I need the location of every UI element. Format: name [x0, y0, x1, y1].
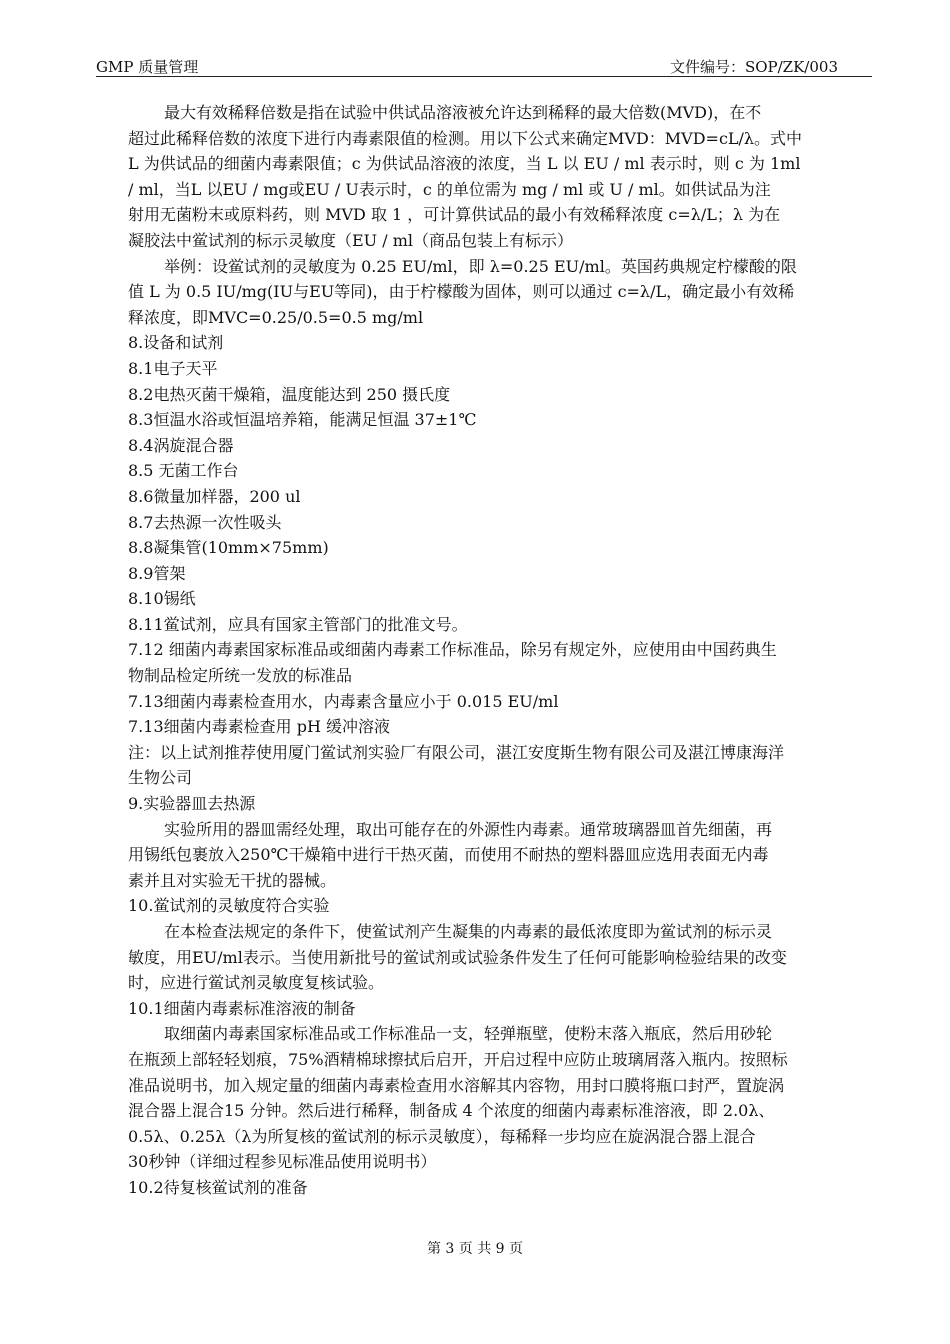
text-line: 混合器上混合15 分钟。然后进行稀释，制备成 4 个浓度的细菌内毒素标准溶液，即 2.0λ、 [128, 1101, 775, 1121]
text-line: 8.5 无菌工作台 [128, 461, 239, 481]
text-line: 7.13细菌内毒素检查用水，内毒素含量应小于 0.015 EU/ml [128, 691, 559, 711]
document-body [128, 100, 904, 1201]
text-line: 生物公司 [128, 768, 193, 788]
text-line: 8.6微量加样器，200 ul [128, 486, 301, 506]
text-line: 8.2电热灭菌干燥箱，温度能达到 250 摄氏度 [128, 384, 451, 404]
text-line: L 为供试品的细菌内毒素限值；c 为供试品溶液的浓度，当 L 以 EU / ml 表示时，则 c 为 1ml [128, 154, 801, 174]
text-line: 最大有效稀释倍数是指在试验中供试品溶液被允许达到稀释的最大倍数(MVD)，在不 [164, 103, 762, 122]
text-line: 超过此稀释倍数的浓度下进行内毒素限值的检测。用以下公式来确定MVD：MVD=cL/λ。式中 [128, 128, 803, 148]
text-line: 10.1细菌内毒素标准溶液的制备 [128, 998, 356, 1018]
text-line: 注：以上试剂推荐使用厦门鲎试剂实验厂有限公司，湛江安度斯生物有限公司及湛江博康海洋 [128, 742, 785, 762]
text-line: 7.12 细菌内毒素国家标准品或细菌内毒素工作标准品，除另有规定外，应使用由中国药典生 [128, 640, 777, 660]
text-line: 敏度，用EU/ml表示。当使用新批号的鲎试剂或试验条件发生了任何可能影响检验结果的改变 [128, 947, 787, 967]
text-line: 取细菌内毒素国家标准品或工作标准品一支，轻弹瓶壁，使粉末落入瓶底，然后用砂轮 [164, 1024, 773, 1044]
text-line: 8.设备和试剂 [128, 333, 224, 353]
text-line: 释浓度，即MVC=0.25/0.5=0.5 mg/ml [128, 307, 424, 327]
text-line: 0.5λ、0.25λ（λ为所复核的鲎试剂的标示灵敏度），每稀释一步均应在旋涡混合器上混合 [128, 1126, 756, 1146]
text-line: 准品说明书，加入规定量的细菌内毒素检查用水溶解其内容物，用封口膜将瓶口封严，置旋涡 [128, 1075, 785, 1095]
text-line: 9.实验器皿去热源 [128, 794, 256, 814]
text-line: 8.3恒温水浴或恒温培养箱，能满足恒温 37±1℃ [128, 410, 477, 430]
text-line: 8.7去热源一次性吸头 [128, 512, 282, 532]
text-line: / ml，当L 以EU / mg或EU / U表示时，c 的单位需为 mg / ml 或 U / ml。如供试品为注 [128, 179, 771, 199]
text-line: 值 L 为 0.5 IU/mg(IU与EU等同)，由于柠檬酸为固体，则可以通过 c=λ/L，确定最小有效稀 [128, 282, 795, 302]
text-line: 7.13细菌内毒素检查用 pH 缓冲溶液 [128, 717, 390, 737]
text-line: 8.10锡纸 [128, 589, 196, 609]
page-number: 第 3 页 共 9 页 [426, 1241, 524, 1257]
text-line: 10.鲎试剂的灵敏度符合实验 [128, 896, 330, 916]
text-line: 8.1电子天平 [128, 358, 218, 378]
text-line: 时，应进行鲎试剂灵敏度复核试验。 [128, 973, 385, 993]
text-line: 凝胶法中鲎试剂的标示灵敏度（EU / ml（商品包装上有标示） [128, 230, 574, 250]
document-number: 文件编号：SOP/ZK/003 [669, 58, 838, 76]
text-line: 举例：设鲎试剂的灵敏度为 0.25 EU/ml，即 λ=0.25 EU/ml。英国药典规定柠檬酸的限 [164, 256, 797, 276]
page-header [96, 54, 872, 77]
text-line: 8.4涡旋混合器 [128, 435, 234, 455]
text-line: 8.8凝集管(10mm×75mm) [128, 538, 329, 558]
text-line: 用锡纸包裹放入250℃干燥箱中进行干热灭菌，而使用不耐热的塑料器皿应选用表面无内毒 [128, 845, 769, 865]
text-line: 8.11鲎试剂，应具有国家主管部门的批准文号。 [128, 614, 468, 634]
text-line: 物制品检定所统一发放的标准品 [128, 666, 353, 686]
text-line: 射用无菌粉末或原料药，则 MVD 取 1 ，可计算供试品的最小有效稀释浓度 c=λ/L；λ 为在 [128, 205, 781, 225]
text-line: 30秒钟（详细过程参见标准品使用说明书） [128, 1152, 437, 1172]
text-line: 在本检查法规定的条件下，使鲎试剂产生凝集的内毒素的最低浓度即为鲎试剂的标示灵 [164, 922, 773, 941]
header-title: GMP 质量管理 [96, 58, 199, 76]
text-line: 实验所用的器皿需经处理，取出可能存在的外源性内毒素。通常玻璃器皿首先细菌，再 [164, 819, 773, 839]
text-line: 10.2待复核鲎试剂的准备 [128, 1177, 308, 1197]
text-line: 在瓶颈上部轻轻划痕，75%酒精棉球擦拭后启开，开启过程中应防止玻璃屑落入瓶内。按照标 [128, 1049, 788, 1069]
text-line: 素并且对实验无干扰的器械。 [128, 870, 337, 890]
text-line: 8.9管架 [128, 563, 186, 583]
